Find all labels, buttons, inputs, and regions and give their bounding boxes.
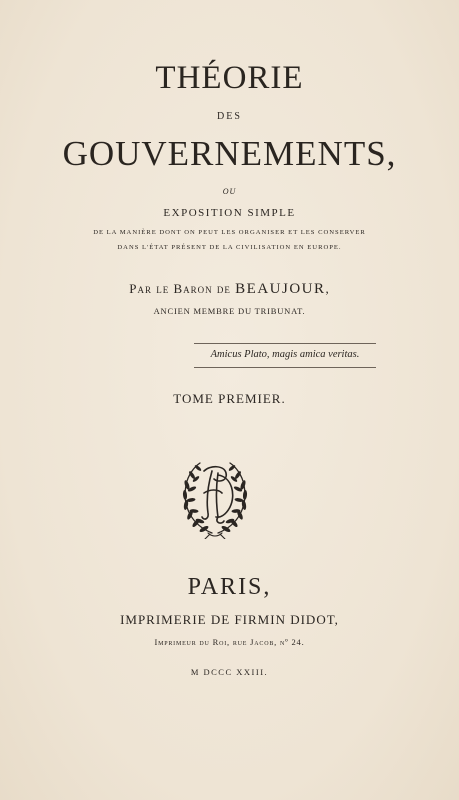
author-prefix: Par le Baron de bbox=[129, 281, 231, 296]
imprint-printer: IMPRIMERIE DE FIRMIN DIDOT, bbox=[120, 612, 339, 627]
subtitle-heading: EXPOSITION SIMPLE bbox=[163, 207, 296, 219]
author-name: BEAUJOUR bbox=[235, 281, 326, 297]
epigraph-motto: Amicus Plato, magis amica veritas. bbox=[210, 349, 360, 360]
title-gouvernements: GOUVERNEMENTS, bbox=[62, 134, 397, 173]
subtitle-line-1: DE LA MANIÈRE DONT ON PEUT LES ORGANISER ET LES CONSERVER bbox=[93, 229, 366, 236]
volume-label: TOME PREMIER. bbox=[173, 391, 286, 406]
subtitle-line-2: DANS L'ÉTAT PRÉSENT DE LA CIVILISATION EN EUROPE. bbox=[117, 244, 342, 251]
imprint-city: PARIS, bbox=[187, 574, 272, 600]
title-theorie: THÉORIE bbox=[155, 60, 304, 96]
author-suffix: , bbox=[325, 281, 330, 296]
imprint-year: M DCCC XXIII. bbox=[190, 667, 269, 677]
title-des: DES bbox=[217, 111, 242, 122]
author-line bbox=[0, 280, 459, 298]
motto-rule-top bbox=[194, 343, 376, 344]
author-role: ANCIEN MEMBRE DU TRIBUNAT. bbox=[153, 306, 306, 316]
laurel-monogram-icon bbox=[174, 455, 256, 539]
title-ou: OU bbox=[222, 187, 237, 196]
imprint-address: Imprimeur du Roi, rue Jacob, nº 24. bbox=[154, 637, 305, 647]
motto-rule-bottom bbox=[194, 367, 376, 368]
